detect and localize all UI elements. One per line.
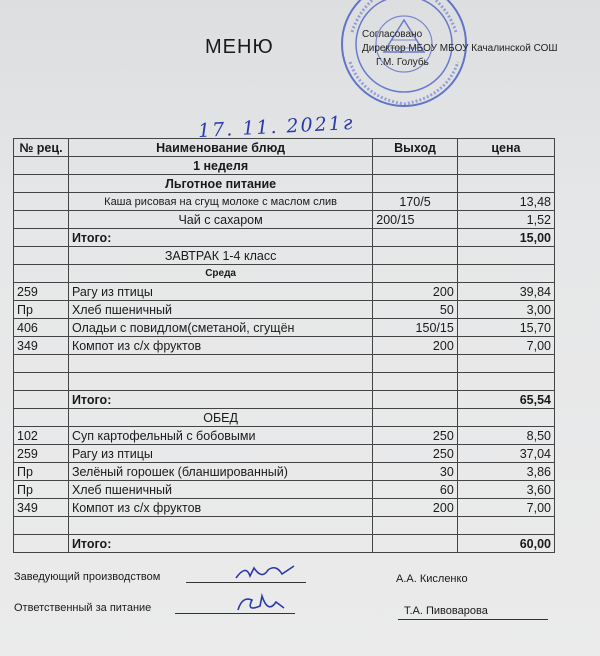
table-row: 259 Рагу из птицы 200 39,84: [14, 283, 555, 301]
table-row: ЗАВТРАК 1-4 класс: [14, 247, 555, 265]
table-row: 1 неделя: [14, 157, 555, 175]
responsible-name-line: [398, 619, 548, 620]
handwritten-date: 17. 11. 2021г: [197, 111, 355, 143]
table-row: Льготное питание: [14, 175, 555, 193]
manager-label: Заведующий производством: [14, 571, 161, 583]
approval-line-3: Г.М. Голубь: [376, 57, 429, 68]
manager-signature: [232, 562, 302, 584]
col-output: Выход: [373, 139, 458, 157]
col-recipe: № рец.: [14, 139, 69, 157]
table-row: Пр Хлеб пшеничный 50 3,00: [14, 301, 555, 319]
col-price: цена: [457, 139, 554, 157]
table-row: Итого: 65,54: [14, 391, 555, 409]
table-row: ОБЕД: [14, 409, 555, 427]
col-dish: Наименование блюд: [68, 139, 372, 157]
menu-title: МЕНЮ: [205, 36, 274, 58]
approval-line-2: Директор МБОУ МБОУ Качалинской СОШ: [362, 43, 558, 54]
table-row: [14, 355, 555, 373]
approval-block: [362, 28, 558, 70]
table-row: [14, 373, 555, 391]
table-row: Итого: 15,00: [14, 229, 555, 247]
table-row: Чай с сахаром 200/15 1,52: [14, 211, 555, 229]
responsible-name: Т.А. Пивоварова: [404, 605, 488, 617]
table-row: Среда: [14, 265, 555, 283]
responsible-signature: [232, 592, 292, 618]
table-row: 259 Рагу из птицы 250 37,04: [14, 445, 555, 463]
table-row: Итого: 60,00: [14, 535, 555, 553]
table-row: Пр Зелёный горошек (бланшированный) 30 3,86: [14, 463, 555, 481]
table-row: 349 Компот из с/х фруктов 200 7,00: [14, 337, 555, 355]
table-header: [14, 139, 555, 157]
menu-table: [13, 138, 555, 553]
table-row: [14, 517, 555, 535]
manager-name: А.А. Кисленко: [396, 573, 468, 585]
table-row: 406 Оладьи с повидлом(сметаной, сгущён 150/15 15,70: [14, 319, 555, 337]
table-row: Каша рисовая на сгущ молоке с маслом слив 170/5 13,48: [14, 193, 555, 211]
table-row: 349 Компот из с/х фруктов 200 7,00: [14, 499, 555, 517]
approval-line-1: Согласовано: [362, 29, 423, 40]
table-row: 102 Суп картофельный с бобовыми 250 8,50: [14, 427, 555, 445]
responsible-label: Ответственный за питание: [14, 602, 152, 614]
table-row: Пр Хлеб пшеничный 60 3,60: [14, 481, 555, 499]
